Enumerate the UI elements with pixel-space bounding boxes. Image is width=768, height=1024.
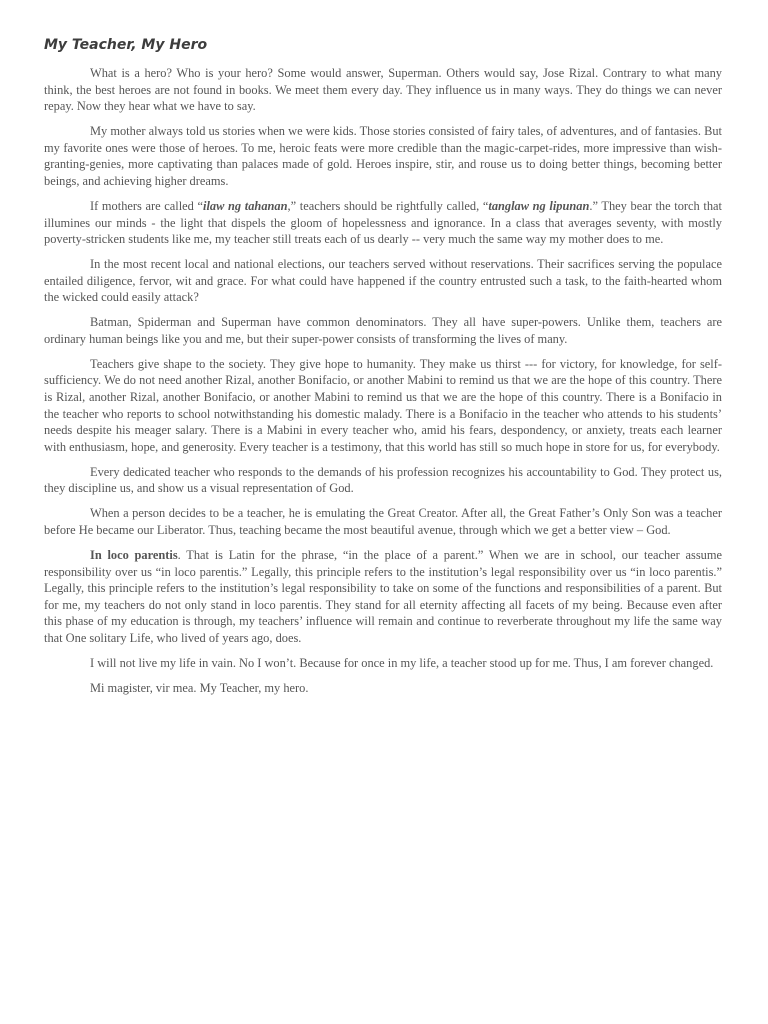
- paragraph-9-text: . That is Latin for the phrase, “in the place of a parent.” When we are in school, our teacher assume responsibility over us “in loco parentis.” Legally, this principle refers to the institution’s legal responsibility over us “in loco parentis.” Legally, this principle refers to the institution’s legal responsibility to take on some of the functions and responsibilities of a parent. But for me, my teachers do not only stand in loco parentis. They stand for all eternity affecting all facets of my being. Because even after this phase of my education is through, my teachers’ influence will remain and continue to reverberate throughout my life the same way that One solitary Life, who lived of years ago, does.: [44, 547, 722, 645]
- paragraph-3-text-c: .” They bear the torch that illumines our minds - the light that dispels the gloom of hopelessness and ignorance. In a class that averages seventy, with mostly poverty-stricken students like me, my teacher still treats each of us dearly -- very much the same way my mother does to me.: [44, 198, 722, 247]
- paragraph-3: [44, 198, 722, 248]
- paragraph-11: Mi magister, vir mea. My Teacher, my hero.: [90, 680, 309, 695]
- paragraph-7: Every dedicated teacher who responds to the demands of his profession recognizes his accountability to God. They protect us, they discipline us, and show us a visual representation of God.: [44, 464, 722, 496]
- paragraph-4: In the most recent local and national elections, our teachers served without reservations. Their sacrifices serving the populace entailed diligence, fervor, wit and grace. For what could have happened if the country entrusted such a task, to the faith-hearted whom the wicked could easily attack?: [44, 257, 722, 305]
- paragraph-1: What is a hero? Who is your hero? Some would answer, Superman. Others would say, Jose Rizal. Contrary to what many think, the best heroes are not found in books. We meet them every day. They influence us in many ways. They do things we can never repay. Now they hear what we have to say.: [44, 66, 722, 114]
- term-in-loco-parentis: In loco parentis: [90, 547, 178, 562]
- paragraph-2: My mother always told us stories when we were kids. Those stories consisted of fairy tales, of adventures, and of fantasies. But my favorite ones were those of heroes. To me, heroic feats were more credible than the magic-carpet-rides, more impressive than wish-granting-genies, more captivating than palaces made of gold. Heroes inspire, stir, and rouse us to doing better things, becoming better beings, and achieving higher dreams.: [44, 124, 722, 188]
- term-tanglaw-ng-lipunan: tanglaw ng lipunan: [488, 198, 590, 213]
- paragraph-3-text-b: ,” teachers should be rightfully called, “: [287, 198, 489, 213]
- paragraph-5: Batman, Spiderman and Superman have common denominators. They all have super-powers. Unlike them, teachers are ordinary human beings like you and me, but their super-power consists of transforming the lives of many.: [44, 315, 722, 346]
- paragraph-6: Teachers give shape to the society. They give hope to humanity. They make us thirst --- for victory, for knowledge, for self-sufficiency. We do not need another Rizal, another Bonifacio, or another Mabini to remind us that we are the hope of this country. There is Rizal, another Rizal, another Bonifacio, or another Mabini to remind us that we are the hope of this country. There is a Bonifacio in the teacher who reports to school notwithstanding his domestic malady. There is a Bonifacio in the teacher who attends to his students’ needs despite his meager salary. There is a Mabini in every teacher who, amid his fears, despondency, or anxiety, treats each learner with enthusiasm, hope, and generosity. Every teacher is a testimony, that this world has still so much hope in store for us, for everybody.: [44, 356, 722, 454]
- paragraph-3-text-a: If mothers are called “: [90, 198, 204, 213]
- document-page: [44, 36, 722, 705]
- document-title: My Teacher, My Hero: [44, 37, 208, 53]
- term-ilaw-ng-tahanan: ilaw ng tahanan: [203, 198, 288, 213]
- paragraph-9: [44, 547, 722, 647]
- paragraph-10: I will not live my life in vain. No I won’t. Because for once in my life, a teacher stood up for me. Thus, I am forever changed.: [90, 655, 714, 670]
- paragraph-8: When a person decides to be a teacher, he is emulating the Great Creator. After all, the Great Father’s Only Son was a teacher before He became our Liberator. Thus, teaching became the most beautiful avenue, through which we get a better view – God.: [44, 506, 722, 537]
